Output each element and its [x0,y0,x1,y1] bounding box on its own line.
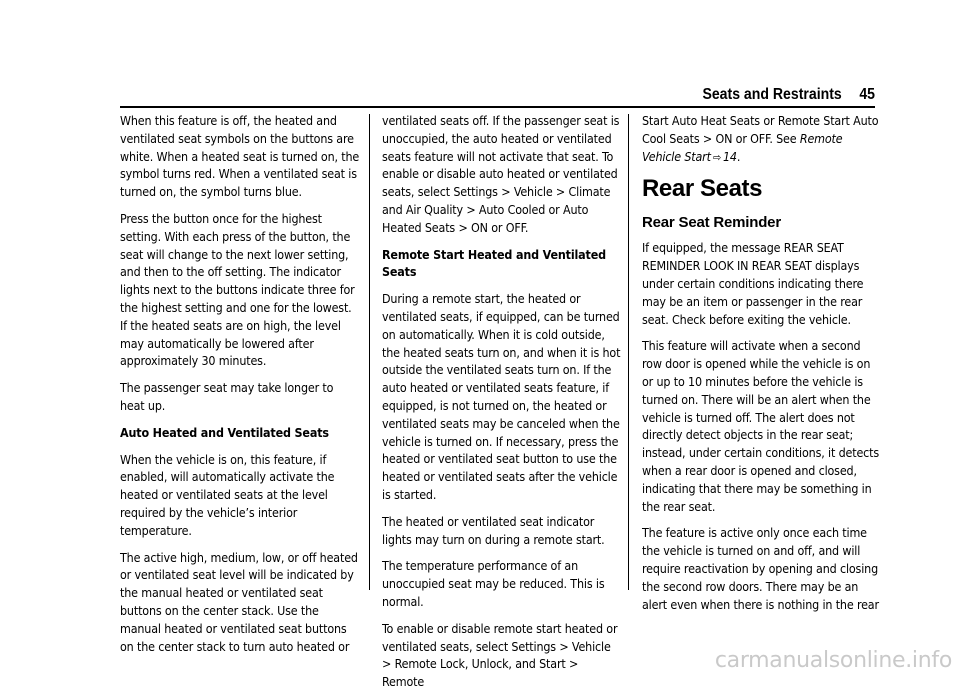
section-title: Seats and Restraints [702,86,842,103]
page-header [211,84,875,106]
subheading-rear-seat-reminder: Rear Seat Reminder [642,214,781,232]
paragraph: ventilated seats off. If the passenger seat is unoccupied, the auto heated or ventilated seats feature will not activate that seat. To enable or disable auto heated or ventilated seats, select Settings > Vehicle > Climate and Air Quality > Auto Cooled or Auto Heated Seats > ON or OFF. [382,113,620,235]
xref-page[interactable]: 14 [722,148,737,164]
subheading-remote-start: Remote Start Heated and Ventilated Seats [382,246,606,280]
paragraph: To enable or disable remote start heated or ventilated seats, select Settings > Vehicle > Remote Lock, Unlock, and Start > Remote [382,620,618,690]
page-number: 45 [859,86,875,103]
paragraph: The active high, medium, low, or off heated or ventilated seat level will be indicated by the manual heated or ventilated seat buttons on the center stack. Use the manual heated or ventilated seat buttons on the center stack to turn auto heated or [120,549,358,654]
header-rule [120,106,875,108]
paragraph: Start Auto Heat Seats or Remote Start Auto Cool Seats > ON or OFF. See Remote Vehicle Start ⇨ 14. [642,113,879,164]
watermark: carmanualsonline.info [714,648,952,673]
paragraph: When the vehicle is on, this feature, if enabled, will automatically activate the heated or ventilated seats at the level required by the vehicle’s interior temperature. [120,451,335,538]
page-ref-arrow-icon: ⇨ [712,150,721,164]
section-heading-rear-seats: Rear Seats [642,175,763,203]
paragraph: The heated or ventilated seat indicator lights may turn on during a remote start. [382,513,605,547]
paragraph: The feature is active only once each time the vehicle is turned on and off, and will require reactivation by opening and closing the second row doors. There may be an alert even when there is nothing in the rear [642,525,879,612]
subheading-auto-heated: Auto Heated and Ventilated Seats [120,424,329,440]
paragraph: When this feature is off, the heated and ventilated seat symbols on the buttons are white. When a heated seat is turned on, the symbol turns red. When a ventilated seat is turned on, the symbol turns blue. [120,113,360,200]
column-1 [120,112,360,664]
column-divider [628,114,629,590]
paragraph: Press the button once for the highest setting. With each press of the button, the seat will change to the next lower setting, and then to the off setting. The indicator lights next to the buttons indicate three for the highest setting and one for the lowest. If the heated seats are on high, the level may automatically be lowered after approximately 30 minutes. [120,210,355,369]
paragraph: If equipped, the message REAR SEAT REMINDER LOOK IN REAR SEAT displays under certain conditions indicating there may be an item or passenger in the rear seat. Check before exiting the vehicle. [642,240,864,327]
column-divider [369,114,370,590]
column-2 [382,112,622,700]
paragraph: The passenger seat may take longer to heat up. [120,380,334,413]
paragraph: This feature will activate when a second row door is opened while the vehicle is on or up to 10 minutes before the vehicle is turned on. There will be an alert when the vehicle is turned off. The alert does not directly detect objects in the rear seat; instead, under certain conditions, it detects when a rear door is opened and closed, indicating that there may be something in the rear seat. [642,338,880,514]
column-3 [642,112,882,622]
paragraph: During a remote start, the heated or ventilated seats, if equipped, can be turned on automatically. When it is cold outside, the heated seats turn on, and when it is hot outside the ventilated seats turn on. If the auto heated or ventilated seats feature, if equipped, is not turned on, the heated or ventilated seats may be canceled when the vehicle is turned on. If necessary, press the heated or ventilated seat button to use the heated or ventilated seats after the vehicle is started. [382,291,621,502]
xref-remote-vehicle-start[interactable]: Remote Vehicle Start [642,130,843,164]
paragraph: The temperature performance of an unoccupied seat may be reduced. This is normal. [382,558,605,609]
